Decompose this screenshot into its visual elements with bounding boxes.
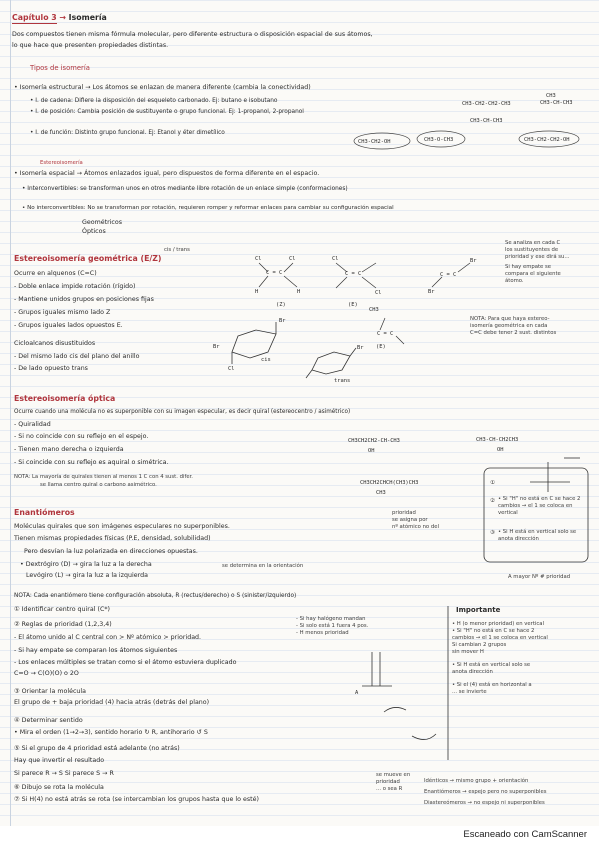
box-line: anota dirección bbox=[498, 536, 539, 542]
side-note-line: Se analiza en cada C bbox=[505, 240, 561, 246]
box-line: • Si "H" no está en C se hace 2 bbox=[498, 496, 581, 502]
nota-line: NOTA: Para que haya estereo- bbox=[470, 316, 550, 322]
stereo-non-interconvertible: • No interconvertibles: No se transforman por rotación, requieren romper y reformar enlaces para cambiar su configuración espacial bbox=[22, 205, 394, 211]
geometric-line: - Grupos iguales mismo lado Z bbox=[14, 309, 111, 316]
alkene-z-label: (Z) bbox=[276, 302, 286, 308]
atom-label: H bbox=[255, 289, 259, 295]
step-4: ④ Determinar sentido bbox=[14, 717, 83, 724]
step-3-text: El grupo de + baja prioridad (4) hacia atrás (detrás del plano) bbox=[14, 699, 210, 706]
geometric-line: - Grupos iguales lados opuestos E. bbox=[14, 322, 123, 329]
comparison-line: Enantiómeros → espejo pero no superponibles bbox=[424, 789, 547, 795]
scanner-watermark: Escaneado con CamScanner bbox=[463, 829, 587, 840]
atom-label: Br bbox=[357, 345, 364, 351]
important-line: cambios → el 1 se coloca en vertical bbox=[452, 635, 548, 641]
box-line: • Si H está en vertical solo se bbox=[498, 529, 577, 535]
chem-branch: CH3 bbox=[546, 93, 556, 99]
structural-item: • I. de posición: Cambia posición de sustituyente o grupo funcional. Ej: 1-propanol, 2-propanol bbox=[30, 109, 304, 115]
atom-label: Cl bbox=[255, 256, 262, 262]
atom-label: Br bbox=[213, 344, 220, 350]
stereo-sub-item: Ópticos bbox=[82, 228, 106, 235]
nota-line: isomería geométrica en cada bbox=[470, 323, 548, 329]
topic-label: Isomería bbox=[68, 13, 107, 22]
bottom-note bbox=[376, 772, 410, 793]
side-note-line: los sustituyentes de bbox=[505, 247, 559, 253]
structural-item: • I. de función: Distinto grupo funcional. Ej: Etanol y éter dimetílico bbox=[30, 130, 225, 136]
chem-isobutane: CH3-CH-CH3 bbox=[540, 100, 573, 106]
chem-ethanol: CH3-CH2-OH bbox=[358, 139, 391, 145]
optical-line: - Si no coincide con su reflejo en el espejo. bbox=[14, 433, 149, 440]
cyclo-line: - Del mismo lado cis del plano del anillo bbox=[14, 353, 140, 360]
priority-note-line: nº atómico no del bbox=[392, 524, 439, 530]
step-note-line: - Si solo está 1 fuera 4 pos. bbox=[296, 623, 369, 629]
step-3: ③ Orientar la molécula bbox=[14, 688, 87, 695]
svg-text:①: ① bbox=[490, 480, 495, 486]
important-line: • H (o menor prioridad) en vertical bbox=[452, 621, 545, 627]
title-arrow: → bbox=[59, 13, 66, 22]
step-note-line: - Si hay halógeno mandan bbox=[296, 616, 366, 622]
chapter-label: Capítulo 3 bbox=[12, 13, 57, 22]
stereo-title: • Isomería espacial → Átomos enlazados igual, pero dispuestos de forma diferente en el espacio. bbox=[14, 170, 320, 177]
important-list bbox=[452, 621, 592, 696]
amount-note: A mayor Nº # prioridad bbox=[508, 574, 571, 580]
chem-oh: OH bbox=[368, 448, 375, 454]
chem-ch3-group: CH3 bbox=[369, 307, 379, 313]
comparison-list bbox=[424, 778, 547, 807]
rotation-note: se determina en la orientación bbox=[222, 563, 304, 569]
box-line: cambios → el 1 se coloca en vertical bbox=[498, 503, 573, 516]
structural-item: • I. de cadena: Difiere la disposición del esqueleto carbonado. Ej: butano e isobutano bbox=[30, 98, 278, 104]
chem-propanol1: CH3-CH2-CH2-OH bbox=[524, 137, 570, 143]
definition-line: lo que hace que presenten propiedades distintas. bbox=[12, 42, 169, 49]
atom-label: Br bbox=[470, 258, 477, 264]
enantiomers-line: Tienen mismas propiedades físicas (P.E, densidad, solubilidad) bbox=[14, 535, 211, 542]
step-2-rule: - Los enlaces múltiples se tratan como si el átomo estuviera duplicado bbox=[14, 659, 237, 666]
svg-text:③: ③ bbox=[490, 530, 495, 536]
alkene-third-formula: C = C bbox=[440, 272, 457, 278]
optical-intro: Ocurre cuando una molécula no es superponible con su imagen especular, es decir quiral (estereocentro / asimétrico) bbox=[14, 409, 351, 415]
nota-line: C=C debe tener 2 sust. distintos bbox=[470, 330, 557, 336]
step-5-rule: Si parece R → S Si parece S → R bbox=[14, 770, 114, 777]
chem-optical-3: CH3CH2CHCH(CH3)CH3 bbox=[360, 480, 419, 486]
step-5-text: Hay que invertir el resultado bbox=[14, 757, 105, 764]
important-line: Si cambian 2 grupos bbox=[452, 642, 507, 648]
important-line: • Si el (4) está en horizontal a bbox=[452, 682, 532, 688]
cyclo-line: - De lado opuesto trans bbox=[14, 365, 88, 372]
levo-line: Levógiro (L) → gira la luz a la izquierda bbox=[26, 572, 148, 579]
comparison-line: Idénticos → mismo grupo + orientación bbox=[424, 778, 529, 784]
step-6: ⑥ Dibujo se rota la molécula bbox=[14, 784, 104, 791]
important-title: Importante bbox=[456, 606, 501, 614]
cyclo-cis-label: cis bbox=[261, 357, 271, 363]
step-2: ② Reglas de prioridad (1,2,3,4) bbox=[14, 621, 112, 628]
bottom-note-line: ... o sea R bbox=[376, 786, 403, 792]
alkene-e-formula: C = C bbox=[345, 271, 362, 277]
enantiomers-line: Pero desvían la luz polarizada en direcciones opuestas. bbox=[24, 548, 198, 555]
step-2-example: C=O → C(O)(O) o 2O bbox=[14, 670, 79, 677]
alkene-z-formula: C = C bbox=[266, 270, 283, 276]
nota-config: NOTA: Cada enantiómero tiene configuración absoluta, R (rectus/derecho) o S (sinister/izquierdo) bbox=[14, 593, 297, 599]
atom-label: Br bbox=[279, 318, 286, 324]
chem-optical-1: CH3CH2CH2-CH-CH3 bbox=[348, 438, 400, 444]
bottom-note-line: se mueve en bbox=[376, 772, 411, 778]
optical-line: - Quiralidad bbox=[14, 421, 51, 428]
step-5: ⑤ Si el grupo de 4 prioridad está adelante (no atrás) bbox=[14, 745, 180, 752]
side-note-line: prioridad y ese dirá su... bbox=[505, 254, 570, 260]
alkene-e-label: (E) bbox=[348, 302, 358, 308]
atom-label: H bbox=[297, 289, 301, 295]
step-7: ⑦ Si H(4) no está atrás se rota (se intercambian los grupos hasta que lo esté) bbox=[14, 796, 259, 803]
optical-line: - Si coincide con su reflejo es aquiral o simétrica. bbox=[14, 459, 169, 466]
chem-propanol2: CH3-CH-CH3 bbox=[470, 118, 503, 124]
atom-label: Cl bbox=[289, 256, 296, 262]
step-1: ① Identificar centro quiral (C*) bbox=[14, 606, 110, 613]
atom-label: Cl bbox=[375, 290, 382, 296]
sketch-label: A bbox=[355, 690, 359, 696]
chem-ch3: CH3 bbox=[376, 490, 386, 496]
step-4-text: • Mira el orden (1→2→3), sentido horario ↻ R, antihorario ↺ S bbox=[14, 729, 208, 736]
optical-line: - Tienen mano derecha o izquierda bbox=[14, 446, 124, 453]
geometric-line: Ocurre en alquenos (C=C) bbox=[14, 270, 97, 277]
atom-label: Cl bbox=[228, 366, 235, 372]
enantiomers-line: Moléculas quirales que son imágenes especulares no superponibles. bbox=[14, 523, 230, 530]
stereo-interconvertible: • Interconvertibles: se transforman unos en otros mediante libre rotación de un enlace simple (conformaciones) bbox=[22, 186, 348, 192]
alkene-fourth-formula: C = C bbox=[377, 331, 394, 337]
geometric-line: - Mantiene unidos grupos en posiciones fijas bbox=[14, 296, 154, 303]
alkene-fourth-label: (E) bbox=[376, 344, 386, 350]
structural-title: • Isomería estructural → Los átomos se enlazan de manera diferente (cambia la conectividad) bbox=[14, 84, 311, 91]
optical-nota: se llama centro quiral o carbono asimétrico. bbox=[40, 482, 157, 488]
enantiomers-heading: Enantiómeros bbox=[14, 508, 75, 517]
important-line: ... se invierte bbox=[452, 689, 487, 695]
cyclo-trans-label: trans bbox=[334, 378, 351, 384]
important-line: sin mover H bbox=[452, 649, 484, 655]
chem-oh: OH bbox=[497, 447, 504, 453]
side-note-line: átomo. bbox=[505, 278, 524, 284]
important-line: anota dirección bbox=[452, 669, 493, 675]
atom-label: Br bbox=[428, 289, 435, 295]
geometric-heading: Estereoisomería geométrica (E/Z) bbox=[14, 254, 162, 263]
stereo-sub-item: Geométricos bbox=[82, 219, 123, 226]
step-note-line: - H menos prioridad bbox=[296, 630, 349, 636]
step-2-rule: - El átomo unido al C central con > Nº atómico > prioridad. bbox=[14, 634, 202, 641]
optical-nota: NOTA: La mayoría de quirales tienen al menos 1 C con 4 sust. difer. bbox=[14, 474, 193, 480]
dextro-line: • Dextrógiro (D) → gira la luz a la derecha bbox=[20, 561, 152, 568]
priority-note-line: se asigna por bbox=[392, 517, 428, 523]
atom-label: Cl bbox=[332, 256, 339, 262]
step-2-rule: - Si hay empate se comparan los átomos siguientes bbox=[14, 647, 178, 654]
cyclo-heading: Cicloalcanos disustituidos bbox=[14, 340, 96, 347]
optical-heading: Estereoisomería óptica bbox=[14, 394, 116, 403]
important-line: • Si H está en vertical solo se bbox=[452, 662, 531, 668]
comparison-line: Diastereómeros → no espejo ni superponibles bbox=[424, 800, 545, 806]
chem-butane: CH3-CH2-CH2-CH3 bbox=[462, 101, 511, 107]
bottom-note-line: prioridad bbox=[376, 779, 400, 785]
svg-text:②: ② bbox=[490, 498, 495, 504]
side-note-line: compara el siguiente bbox=[505, 271, 561, 277]
chem-ether: CH3-O-CH3 bbox=[424, 137, 454, 143]
side-note-line: Si hay empate se bbox=[505, 264, 552, 270]
priority-note-line: prioridad bbox=[392, 510, 416, 516]
geometric-line: - Doble enlace impide rotación (rígido) bbox=[14, 283, 136, 290]
types-heading: Tipos de isomería bbox=[30, 64, 90, 72]
geometric-heading-note: cis / trans bbox=[164, 247, 190, 253]
important-line: • Si "H" no está en C se hace 2 bbox=[452, 628, 535, 634]
definition-line: Dos compuestos tienen misma fórmula molecular, pero diferente estructura o disposición espacial de sus átomos, bbox=[12, 31, 373, 38]
stereo-small-heading: Estereoisomería bbox=[40, 160, 83, 166]
chem-optical-2: CH3-CH-CH2CH3 bbox=[476, 437, 519, 443]
